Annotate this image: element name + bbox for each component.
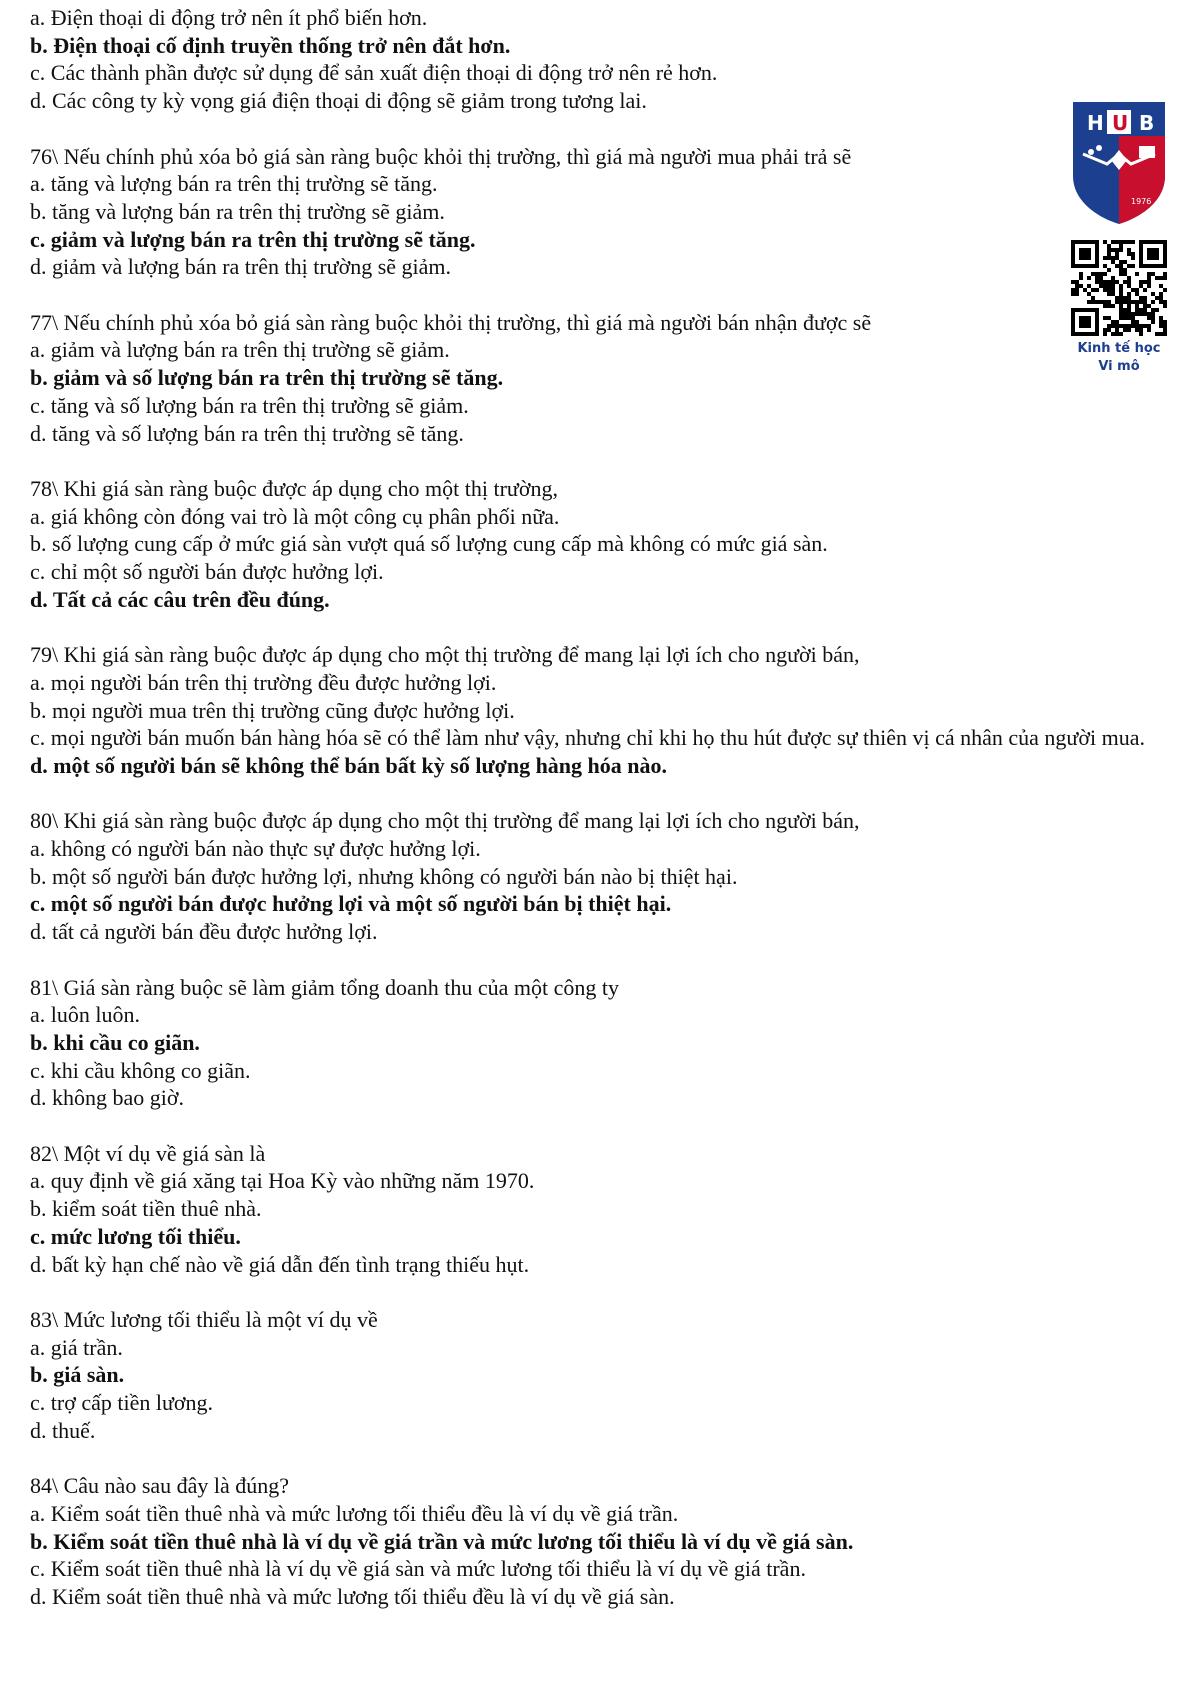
correct-answer-option: c. giảm và lượng bán ra trên thị trường sẽ tăng. (30, 226, 476, 252)
answer-option: a. không có người bán nào thực sự được hưởng lợi. (30, 836, 481, 862)
question-text: 78\ Khi giá sàn ràng buộc được áp dụng cho một thị trường, (30, 475, 558, 501)
question-text: 80\ Khi giá sàn ràng buộc được áp dụng cho một thị trường để mang lại lợi ích cho người bán, (30, 808, 860, 834)
question-text: 84\ Câu nào sau đây là đúng? (30, 1473, 290, 1499)
answer-option: b. kiểm soát tiền thuê nhà. (30, 1196, 262, 1222)
question-block (30, 974, 1145, 1113)
logo-caption-line1: Kinh tế học (1077, 341, 1161, 356)
answer-option: c. chỉ một số người bán được hưởng lợi. (30, 559, 384, 585)
logo-letter-b: B (1139, 111, 1155, 135)
correct-answer-option: b. Kiểm soát tiền thuê nhà là ví dụ về giá trần và mức lương tối thiểu là ví dụ về giá sàn. (30, 1528, 854, 1554)
hub-shield-logo (1069, 98, 1169, 228)
logo-caption-line2: Vi mô (1098, 359, 1140, 374)
logo-caption (1063, 340, 1175, 376)
question-block (30, 1140, 1145, 1279)
answer-option: a. giá trần. (30, 1334, 123, 1360)
answer-option: d. Kiểm soát tiền thuê nhà và mức lương tối thiểu đều là ví dụ về giá sàn. (30, 1583, 675, 1609)
answer-option: b. mọi người mua trên thị trường cũng được hưởng lợi. (30, 697, 515, 723)
answer-option: c. Các thành phần được sử dụng để sản xuất điện thoại di động trở nên rẻ hơn. (30, 60, 718, 86)
correct-answer-option: b. Điện thoại cố định truyền thống trở nên đắt hơn. (30, 32, 511, 58)
question-block (30, 807, 1145, 946)
answer-option: a. Kiểm soát tiền thuê nhà và mức lương tối thiểu đều là ví dụ về giá trần. (30, 1500, 679, 1526)
answer-option: d. tất cả người bán đều được hưởng lợi. (30, 919, 378, 945)
answer-option: b. tăng và lượng bán ra trên thị trường sẽ giảm. (30, 198, 445, 224)
question-text: 79\ Khi giá sàn ràng buộc được áp dụng cho một thị trường để mang lại lợi ích cho người bán, (30, 642, 860, 668)
logo-letter-u: U (1112, 111, 1129, 135)
answer-option: a. giá không còn đóng vai trò là một công cụ phân phối nữa. (30, 503, 560, 529)
answer-option: a. mọi người bán trên thị trường đều được hưởng lợi. (30, 669, 497, 695)
correct-answer-option: d. một số người bán sẽ không thể bán bất kỳ số lượng hàng hóa nào. (30, 752, 668, 778)
question-text: 76\ Nếu chính phủ xóa bỏ giá sàn ràng buộc khỏi thị trường, thì giá mà người mua phải trả sẽ (30, 143, 852, 169)
question-text: 82\ Một ví dụ về giá sàn là (30, 1140, 266, 1166)
answer-option: d. Các công ty kỳ vọng giá điện thoại di động sẽ giảm trong tương lai. (30, 88, 647, 114)
correct-answer-option: c. một số người bán được hưởng lợi và một số người bán bị thiệt hại. (30, 891, 672, 917)
answer-option: b. số lượng cung cấp ở mức giá sàn vượt quá số lượng cung cấp mà không có mức giá sàn. (30, 531, 828, 557)
answer-option: c. tăng và số lượng bán ra trên thị trường sẽ giảm. (30, 392, 469, 418)
question-block (30, 143, 1145, 282)
correct-answer-option: b. giá sàn. (30, 1362, 125, 1388)
question-text: 83\ Mức lương tối thiểu là một ví dụ về (30, 1306, 378, 1332)
answer-option: a. tăng và lượng bán ra trên thị trường sẽ tăng. (30, 171, 438, 197)
answer-option: a. giảm và lượng bán ra trên thị trường sẽ giảm. (30, 337, 450, 363)
qr-code-image (1071, 240, 1167, 336)
answer-option: d. tăng và số lượng bán ra trên thị trường sẽ tăng. (30, 420, 464, 446)
correct-answer-option: d. Tất cả các câu trên đều đúng. (30, 586, 330, 612)
answer-option: d. bất kỳ hạn chế nào về giá dẫn đến tình trạng thiếu hụt. (30, 1251, 530, 1277)
question-block (30, 1306, 1145, 1445)
question-block (30, 1472, 1145, 1611)
answer-option: a. luôn luôn. (30, 1002, 140, 1028)
logo-letter-h: H (1087, 111, 1104, 135)
hub-logo-block (1063, 98, 1175, 376)
answer-option: d. thuế. (30, 1417, 96, 1443)
correct-answer-option: c. mức lương tối thiểu. (30, 1223, 241, 1249)
answer-option: b. một số người bán được hưởng lợi, nhưng không có người bán nào bị thiệt hại. (30, 863, 738, 889)
question-text: 77\ Nếu chính phủ xóa bỏ giá sàn ràng buộc khỏi thị trường, thì giá mà người bán nhận được sẽ (30, 309, 872, 335)
answer-option: d. không bao giờ. (30, 1085, 185, 1111)
answer-option: c. mọi người bán muốn bán hàng hóa sẽ có thể làm như vậy, nhưng chỉ khi họ thu hút được sự thiên vị cá nhân của người mua. (30, 725, 1145, 751)
document-body (30, 4, 1145, 1638)
answer-option: d. giảm và lượng bán ra trên thị trường sẽ giảm. (30, 254, 452, 280)
answer-option: c. khi cầu không co giãn. (30, 1057, 251, 1083)
logo-year: 1976 (1131, 197, 1152, 206)
answer-option: c. trợ cấp tiền lương. (30, 1390, 214, 1416)
answer-option: c. Kiểm soát tiền thuê nhà là ví dụ về giá sàn và mức lương tối thiểu là ví dụ về giá trần. (30, 1556, 806, 1582)
question-block (30, 641, 1145, 780)
answer-option: a. quy định về giá xăng tại Hoa Kỳ vào những năm 1970. (30, 1168, 535, 1194)
correct-answer-option: b. giảm và số lượng bán ra trên thị trường sẽ tăng. (30, 365, 504, 391)
question-block (30, 4, 1145, 115)
question-block (30, 309, 1145, 448)
question-text: 81\ Giá sàn ràng buộc sẽ làm giảm tổng doanh thu của một công ty (30, 974, 619, 1000)
answer-option: a. Điện thoại di động trở nên ít phổ biến hơn. (30, 5, 428, 30)
correct-answer-option: b. khi cầu co giãn. (30, 1029, 200, 1055)
question-block (30, 475, 1145, 614)
